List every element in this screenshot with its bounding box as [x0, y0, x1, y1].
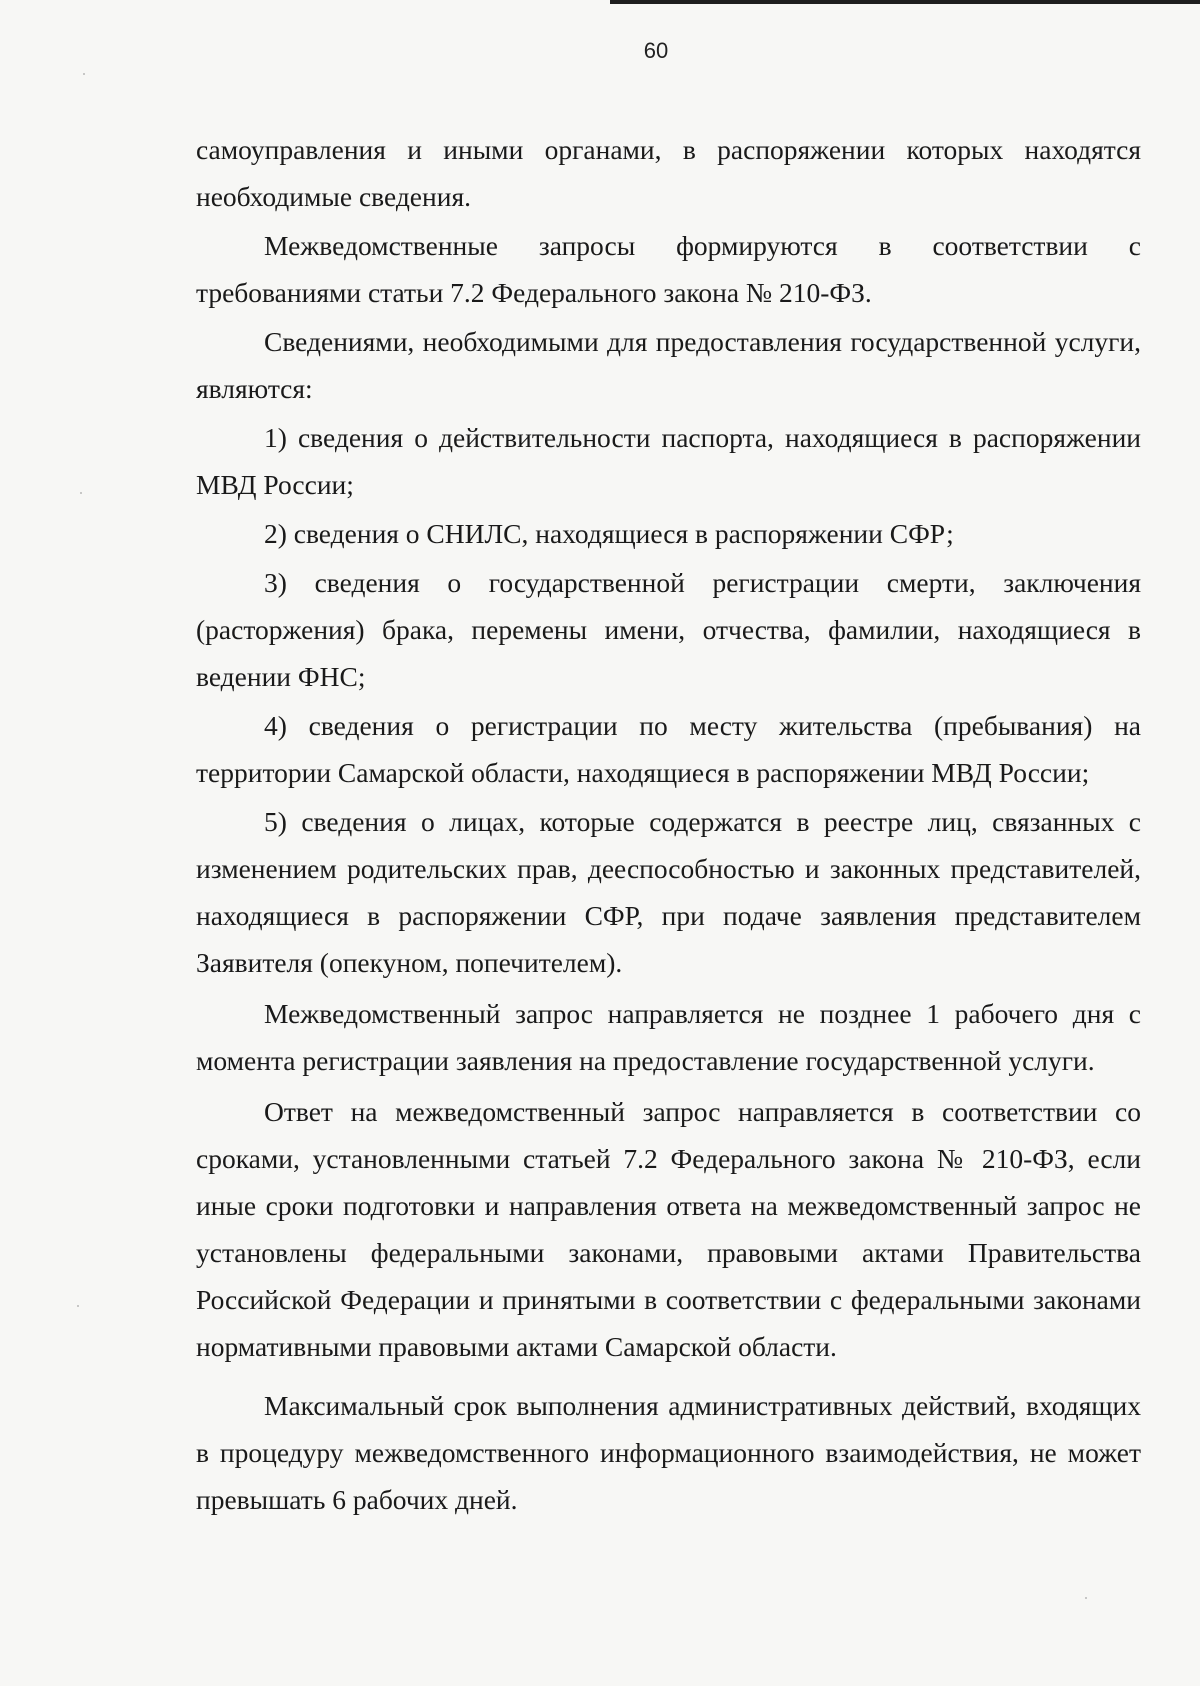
list-item-civil-registration: 3) сведения о государственной регистрации смерти, заключения (расторжения) брака, перемены имени, отчества, фамилии, находящиеся в ведении ФНС; — [196, 567, 1141, 692]
paragraph-max-duration: Максимальный срок выполнения административных действий, входящих в процедуру межведомственного информационного взаимодействия, не может превышать 6 рабочих дней. — [196, 1390, 1141, 1515]
list-item-registry-persons: 5) сведения о лицах, которые содержатся в реестре лиц, связанных с изменением родительских прав, дееспособностью и законных представителей, находящиеся в распоряжении СФР, при подаче заявления представителем Заявителя (опекуном, попечителем). — [196, 806, 1141, 978]
paragraph-response-terms: Ответ на межведомственный запрос направляется в соответствии со сроками, установленными статьей 7.2 Федерального закона № 210-ФЗ, если иные сроки подготовки и направления ответа на межведомственный запрос не установлены федеральными законами, правовыми актами Правительства Российской Федерации и принятыми в соответствии с федеральными законами нормативными правовыми актами Самарской области. — [196, 1096, 1141, 1362]
scan-speck — [1085, 1597, 1087, 1599]
scan-speck — [80, 492, 82, 494]
list-item-passport: 1) сведения о действительности паспорта, находящиеся в распоряжении МВД России; — [196, 422, 1141, 500]
paragraph-request-deadline: Межведомственный запрос направляется не позднее 1 рабочего дня с момента регистрации заявления на предоставление государственной услуги. — [196, 998, 1141, 1076]
list-item-residence-registration: 4) сведения о регистрации по месту жительства (пребывания) на территории Самарской области, находящиеся в распоряжении МВД России; — [196, 710, 1141, 788]
scan-speck — [77, 1305, 79, 1307]
paragraph-required-information: Сведениями, необходимыми для предоставления государственной услуги, являются: — [196, 326, 1141, 404]
page-number: 60 — [643, 38, 669, 63]
scan-speck — [83, 73, 85, 75]
paragraph-continuation: самоуправления и иными органами, в распоряжении которых находятся необходимые сведения. — [196, 134, 1141, 212]
list-item-snils: 2) сведения о СНИЛС, находящиеся в распоряжении СФР; — [264, 518, 954, 549]
scan-top-edge — [610, 0, 1200, 4]
document-body — [196, 126, 1141, 1523]
paragraph-interagency-requests: Межведомственные запросы формируются в соответствии с требованиями статьи 7.2 Федерального закона № 210-ФЗ. — [196, 230, 1141, 308]
